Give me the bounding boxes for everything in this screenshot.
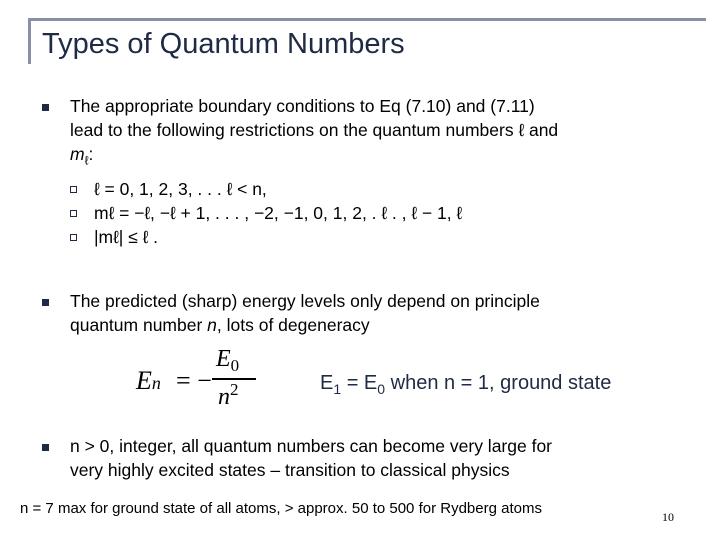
bullet-2-line-2: quantum number n, lots of degeneracy xyxy=(70,315,370,335)
bullet-1-line-3: $m_\ell$: xyxy=(70,144,94,168)
sub-bullet-marker xyxy=(70,234,77,241)
energy-equation-equals: = − xyxy=(176,366,212,395)
sub-bullet-marker xyxy=(70,186,77,193)
sub-item-l-values: ℓ = 0, 1, 2, 3, . . . ℓ < n, xyxy=(94,179,267,199)
sub-item-ml-values: mℓ = −ℓ, −ℓ + 1, . . . , −2, −1, 0, 1, 2, . ℓ . , ℓ − 1, ℓ xyxy=(94,203,463,223)
energy-equation-denominator: $n^2$ xyxy=(218,380,239,410)
bullet-marker xyxy=(42,104,49,111)
bullet-3-line-1: n > 0, integer, all quantum numbers can become very large for xyxy=(70,436,553,456)
title-frame-left xyxy=(28,18,31,64)
bullet-marker xyxy=(42,299,49,306)
ground-state-note: $E_1 = E_0$ when n = 1, ground state xyxy=(320,372,612,397)
sub-bullet-marker xyxy=(70,210,77,217)
energy-equation-numerator: $E_0$ xyxy=(216,346,240,375)
bullet-marker xyxy=(42,444,49,451)
energy-equation-lhs: En xyxy=(136,366,161,395)
bullet-2-line-1: The predicted (sharp) energy levels only depend on principle xyxy=(70,291,540,311)
footer-note: n = 7 max for ground state of all atoms, > approx. 50 to 500 for Rydberg atoms xyxy=(20,500,542,517)
sub-item-ml-bound: |mℓ| ≤ ℓ . xyxy=(94,227,159,247)
bullet-1-line-1: The appropriate boundary conditions to Eq (7.10) and (7.11) xyxy=(70,96,535,116)
title-frame-top xyxy=(28,18,706,21)
page-number: 10 xyxy=(662,510,674,524)
bullet-3-line-2: very highly excited states – transition to classical physics xyxy=(70,460,510,480)
bullet-1-line-2: lead to the following restrictions on the quantum numbers ℓ and xyxy=(70,120,559,140)
slide-title: Types of Quantum Numbers xyxy=(42,28,405,60)
